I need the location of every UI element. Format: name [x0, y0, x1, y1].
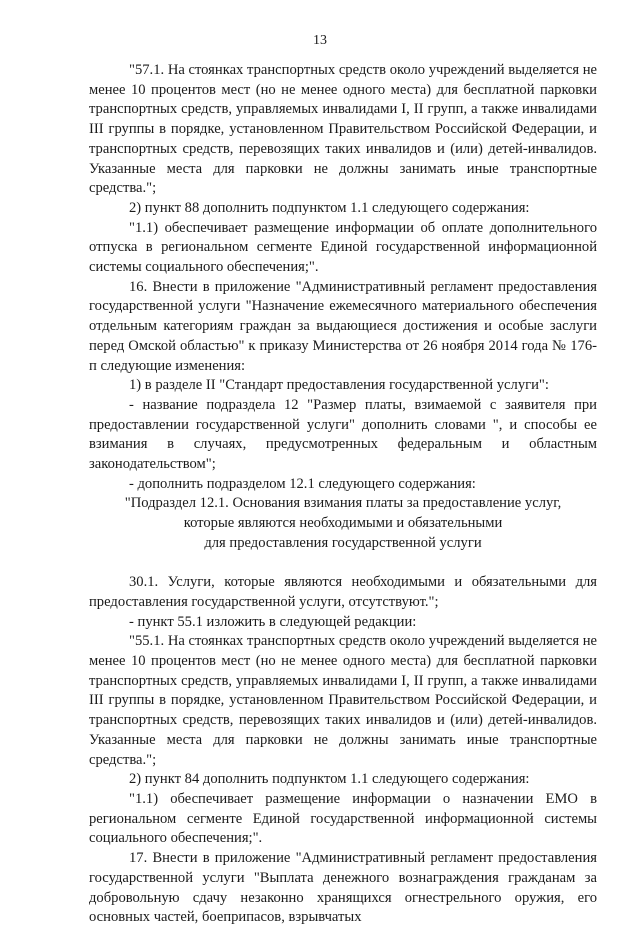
paragraph-57-1: "57.1. На стоянках транспортных средств около учреждений выделяется не менее 10 процентов мест (но не менее одного места) для бесплатной парковки транспортных средств, управляемых инвалидами I, II групп, а также инвалидами III группы в порядке, установленном Правительством Российской Федерации, и транспортных средств, перевозящих таких инвалидов и (или) детей-инвалидов. Указанные места для парковки не должны занимать иные транспортные средства.";: [89, 62, 597, 197]
subsection-heading-line-1: "Подраздел 12.1. Основания взимания платы за предоставление услуг,: [124, 495, 562, 512]
paragraph-item-2-p88: 2) пункт 88 дополнить подпунктом 1.1 следующего содержания:: [129, 199, 530, 216]
paragraph-add-subsection: - дополнить подразделом 12.1 следующего содержания:: [129, 475, 476, 492]
paragraph-subitem-1-1-emo: "1.1) обеспечивает размещение информации о назначении ЕМО в региональном сегменте Единой государственной информационной системы социального обеспечения;".: [89, 791, 597, 847]
paragraph-point-55-1: - пункт 55.1 изложить в следующей редакции:: [129, 613, 417, 630]
subsection-heading-line-2: которые являются необходимыми и обязательными: [183, 515, 503, 532]
paragraph-subitem-1-1-leave: "1.1) обеспечивает размещение информации об оплате дополнительного отпуска в региональном сегменте Единой государственной информационной системы социального обеспечения;".: [89, 219, 597, 276]
subsection-heading-line-3: для предоставления государственной услуги: [204, 534, 482, 551]
document-body: [89, 61, 597, 928]
paragraph-item-2-p84: 2) пункт 84 дополнить подпунктом 1.1 следующего содержания:: [129, 771, 530, 788]
paragraph-item-17: 17. Внести в приложение "Административный регламент предоставления государственной услуги "Выплата денежного вознаграждения гражданам за добровольную сдачу незаконно хранящихся огнестрельного оружия, его основных частей, боеприпасов, взрывчатых: [89, 850, 597, 926]
paragraph-item-16: 16. Внести в приложение "Административный регламент предоставления государственной услуги "Назначение ежемесячного материального обеспечения отдельным категориям граждан за выдающиеся достижения и особые заслуги перед Омской областью" к приказу Министерства от 26 ноября 2014 года № 176-п следующие изменения:: [89, 278, 597, 374]
blank-line: [89, 554, 597, 574]
paragraph-subsection-12-title: - название подраздела 12 "Размер платы, взимаемой с заявителя при предоставлении государственной услуги" дополнить словами ", и способы ее взимания в случаях, предусмотренных федеральным и областным законодательством";: [89, 396, 597, 473]
paragraph-55-1: "55.1. На стоянках транспортных средств около учреждений выделяется не менее 10 процентов мест (но не менее одного места) для бесплатной парковки транспортных средств, управляемых инвалидами I, II групп, а также инвалидами III группы в порядке, установленном Правительством Российской Федерации, и транспортных средств, перевозящих таких инвалидов и (или) детей-инвалидов. Указанные места для парковки не должны занимать иные транспортные средства.";: [89, 633, 597, 768]
page-number: 13: [313, 33, 327, 48]
paragraph-section-2: 1) в разделе II "Стандарт предоставления государственной услуги":: [129, 377, 549, 394]
paragraph-30-1: 30.1. Услуги, которые являются необходимыми и обязательными для предоставления государственной услуги, отсутствуют.";: [89, 574, 597, 610]
